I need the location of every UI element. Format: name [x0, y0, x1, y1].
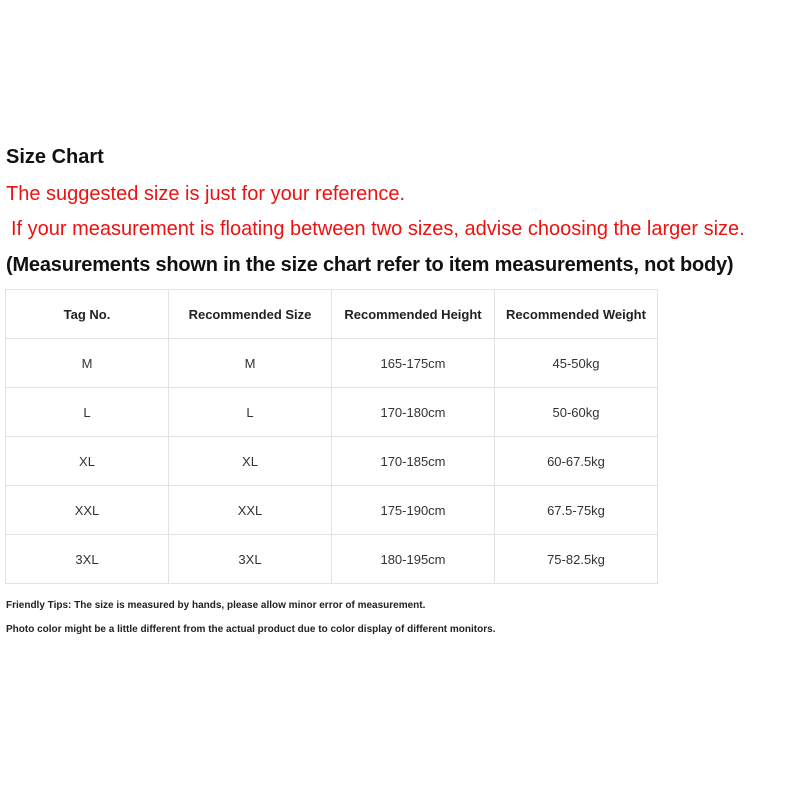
cell-recommended-size: 3XL — [169, 535, 332, 584]
cell-recommended-weight: 45-50kg — [495, 339, 658, 388]
page-title: Size Chart — [6, 146, 104, 168]
measurements-note: (Measurements shown in the size chart refer to item measurements, not body) — [6, 254, 734, 276]
cell-recommended-height: 170-180cm — [332, 388, 495, 437]
cell-recommended-weight: 60-67.5kg — [495, 437, 658, 486]
cell-recommended-height: 170-185cm — [332, 437, 495, 486]
table-row — [6, 437, 658, 486]
table-row — [6, 486, 658, 535]
cell-tag-no: XL — [6, 437, 169, 486]
cell-recommended-height: 175-190cm — [332, 486, 495, 535]
cell-tag-no: L — [6, 388, 169, 437]
table-header-row — [6, 290, 658, 339]
friendly-tip: Friendly Tips: The size is measured by hands, please allow minor error of measurement. — [6, 600, 426, 611]
table-row — [6, 388, 658, 437]
cell-recommended-height: 180-195cm — [332, 535, 495, 584]
cell-recommended-weight: 75-82.5kg — [495, 535, 658, 584]
table-row — [6, 339, 658, 388]
color-tip: Photo color might be a little different from the actual product due to color display of different monitors. — [6, 624, 496, 635]
cell-recommended-height: 165-175cm — [332, 339, 495, 388]
header-tag-no: Tag No. — [6, 290, 169, 339]
cell-tag-no: 3XL — [6, 535, 169, 584]
cell-recommended-weight: 67.5-75kg — [495, 486, 658, 535]
between-sizes-note: If your measurement is floating between two sizes, advise choosing the larger size. — [11, 218, 745, 240]
cell-recommended-size: XXL — [169, 486, 332, 535]
size-table — [5, 289, 658, 584]
cell-recommended-size: M — [169, 339, 332, 388]
header-recommended-size: Recommended Size — [169, 290, 332, 339]
cell-recommended-size: XL — [169, 437, 332, 486]
cell-tag-no: M — [6, 339, 169, 388]
header-recommended-height: Recommended Height — [332, 290, 495, 339]
cell-recommended-size: L — [169, 388, 332, 437]
reference-note: The suggested size is just for your reference. — [6, 183, 406, 205]
cell-recommended-weight: 50-60kg — [495, 388, 658, 437]
table-row — [6, 535, 658, 584]
header-recommended-weight: Recommended Weight — [495, 290, 658, 339]
cell-tag-no: XXL — [6, 486, 169, 535]
